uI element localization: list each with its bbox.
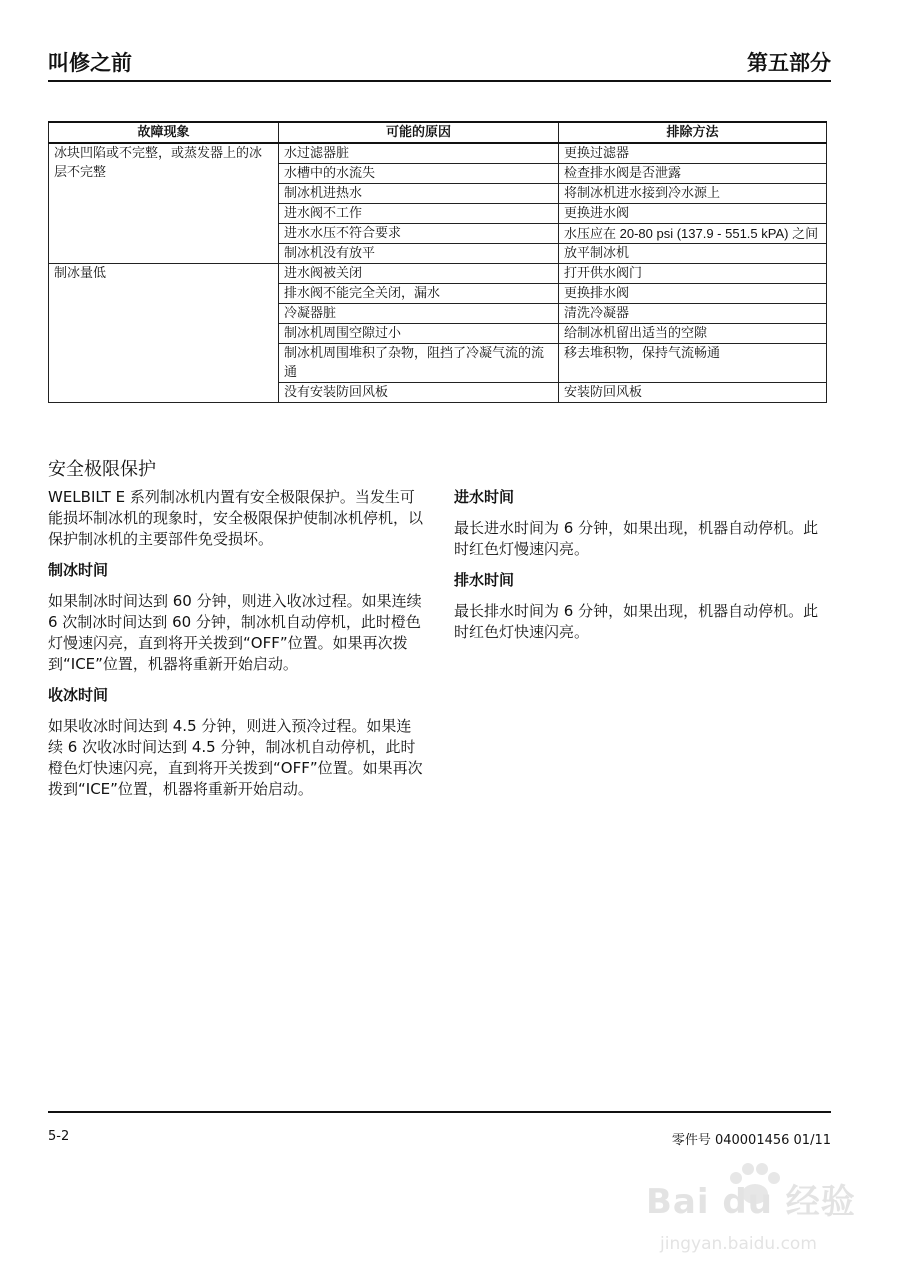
fix-cell: 更换进水阀 — [559, 204, 827, 224]
fix-cell: 放平制冰机 — [559, 244, 827, 264]
symptom-cell: 制冰量低 — [49, 264, 279, 403]
header-right-title: 第五部分 — [747, 51, 831, 75]
column-header-cause: 可能的原因 — [279, 122, 559, 143]
fix-cell: 移去堆积物，保持气流畅通 — [559, 344, 827, 383]
subheading-drain-time: 排水时间 — [454, 571, 515, 589]
cause-cell: 进水阀被关闭 — [279, 264, 559, 284]
watermark-brand: Bai du 经验 — [646, 1182, 856, 1222]
left-column — [48, 487, 426, 810]
cause-cell: 进水阀不工作 — [279, 204, 559, 224]
table-row — [49, 264, 827, 284]
page-number: 5-2 — [48, 1129, 70, 1144]
cause-cell: 排水阀不能完全关闭，漏水 — [279, 284, 559, 304]
cause-cell: 制冰机没有放平 — [279, 244, 559, 264]
fix-cell: 给制冰机留出适当的空隙 — [559, 324, 827, 344]
cause-cell: 进水水压不符合要求 — [279, 224, 559, 244]
fix-cell: 清洗冷凝器 — [559, 304, 827, 324]
header-divider — [48, 80, 831, 82]
part-number: 零件号 040001456 01/11 — [671, 1133, 831, 1148]
paragraph-drain-time: 最长排水时间为 6 分钟，如果出现，机器自动停机。此时红色灯快速闪亮。 — [454, 602, 819, 641]
paragraph-harvest-time: 如果收冰时间达到 4.5 分钟，则进入预冷过程。如果连续 6 次收冰时间达到 4.5 分钟，制冰机自动停机，此时橙色灯快速闪亮，直到将开关拨到“OFF”位置。如果再次拨到“ICE”位置，机器将重新开始启动。 — [48, 717, 423, 798]
subheading-freeze-time: 制冰时间 — [48, 561, 109, 579]
fix-cell: 将制冰机进水接到冷水源上 — [559, 184, 827, 204]
header-left-title: 叫修之前 — [48, 51, 132, 75]
cause-cell: 制冰机周围堆积了杂物，阻挡了冷凝气流的流通 — [279, 344, 559, 383]
symptom-cell: 冰块凹陷或不完整，或蒸发器上的冰层不完整 — [49, 143, 279, 264]
fix-cell: 安装防回风板 — [559, 383, 827, 403]
fix-cell: 检查排水阀是否泄露 — [559, 164, 827, 184]
table-header-row — [49, 122, 827, 143]
subheading-harvest-time: 收冰时间 — [48, 686, 109, 704]
troubleshooting-table — [48, 121, 827, 403]
right-column — [454, 487, 832, 653]
cause-cell: 水槽中的水流失 — [279, 164, 559, 184]
paragraph-freeze-time: 如果制冰时间达到 60 分钟，则进入收冰过程。如果连续 6 次制冰时间达到 60 分钟，制冰机自动停机，此时橙色灯慢速闪亮，直到将开关拨到“OFF”位置。如果再次拨到“ICE”位置，机器将重新开始启动。 — [48, 592, 422, 673]
column-header-symptom: 故障现象 — [49, 122, 279, 143]
fix-cell: 水压应在 20-80 psi (137.9 - 551.5 kPA) 之间 — [559, 224, 827, 244]
cause-cell: 水过滤器脏 — [279, 143, 559, 164]
cause-cell: 制冰机周围空隙过小 — [279, 324, 559, 344]
cause-cell: 冷凝器脏 — [279, 304, 559, 324]
cause-cell: 制冰机进热水 — [279, 184, 559, 204]
watermark-url: jingyan.baidu.com — [660, 1234, 817, 1254]
paragraph-fill-time: 最长进水时间为 6 分钟，如果出现，机器自动停机。此时红色灯慢速闪亮。 — [454, 519, 819, 558]
table-row — [49, 143, 827, 164]
baidu-watermark — [646, 1160, 866, 1270]
subheading-fill-time: 进水时间 — [454, 488, 515, 506]
column-header-fix: 排除方法 — [559, 122, 827, 143]
section-title: 安全极限保护 — [48, 459, 156, 480]
section-intro: WELBILT E 系列制冰机内置有安全极限保护。当发生可能损坏制冰机的现象时，安全极限保护使制冰机停机，以保护制冰机的主要部件免受损坏。 — [48, 488, 424, 548]
footer-divider — [48, 1111, 831, 1113]
fix-cell: 更换排水阀 — [559, 284, 827, 304]
fix-cell: 更换过滤器 — [559, 143, 827, 164]
fix-cell: 打开供水阀门 — [559, 264, 827, 284]
cause-cell: 没有安装防回风板 — [279, 383, 559, 403]
